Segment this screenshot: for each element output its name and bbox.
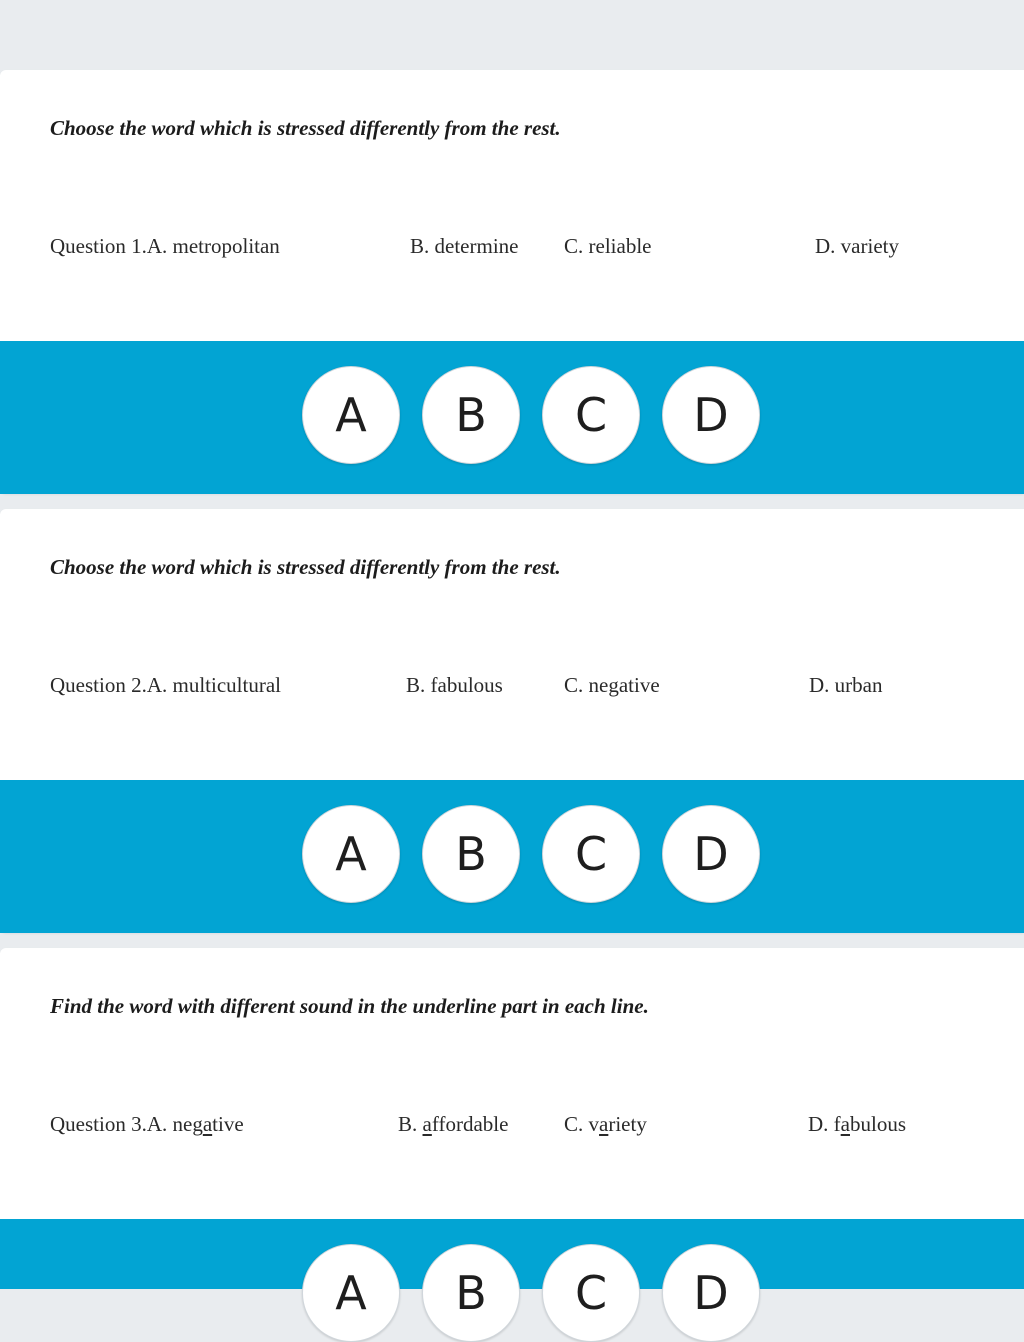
- option-word-b: fabulous: [430, 673, 503, 697]
- underlined-letters: a: [202, 1112, 213, 1136]
- answer-button-c[interactable]: C: [542, 805, 640, 903]
- option-word-d: urban: [834, 673, 883, 697]
- answer-button-d[interactable]: D: [662, 1244, 760, 1342]
- option-letter-d: D.: [815, 234, 836, 258]
- option-d: [815, 234, 899, 259]
- instruction-text: Find the word with different sound in the underline part in each line.: [50, 994, 649, 1018]
- option-word-c: [589, 1112, 647, 1136]
- question-row: [0, 669, 1024, 703]
- option-word-c: negative: [588, 673, 660, 697]
- question-number: Question 3.: [50, 1112, 147, 1136]
- answer-button-d[interactable]: D: [662, 805, 760, 903]
- option-letter-c: C.: [564, 234, 584, 258]
- option-letter-a: A.: [146, 1112, 168, 1136]
- option-word-a: metropolitan: [172, 234, 280, 258]
- option-letter-c: C.: [564, 673, 584, 697]
- answer-button-c[interactable]: C: [542, 366, 640, 464]
- answer-choices: [0, 341, 1024, 494]
- word-part: v: [588, 1112, 600, 1136]
- instruction-text: Choose the word which is stressed differently from the rest.: [50, 555, 561, 579]
- option-c: [564, 1112, 647, 1137]
- option-d: [808, 1112, 906, 1137]
- option-letter-b: B.: [398, 1112, 418, 1136]
- word-part: neg: [172, 1112, 203, 1136]
- option-word-a: multicultural: [172, 673, 281, 697]
- answer-button-a[interactable]: A: [302, 366, 400, 464]
- option-b: [406, 673, 503, 698]
- question-row: [0, 230, 1024, 264]
- option-word-d: [834, 1112, 906, 1136]
- answer-choices: [0, 780, 1024, 933]
- word-part: tive: [212, 1112, 244, 1136]
- underlined-letters: a: [422, 1112, 432, 1136]
- answer-button-a[interactable]: A: [302, 805, 400, 903]
- instruction-text: Choose the word which is stressed differently from the rest.: [50, 116, 561, 140]
- answer-button-b[interactable]: B: [422, 366, 520, 464]
- option-word-b: determine: [434, 234, 519, 258]
- answer-button-b[interactable]: B: [422, 805, 520, 903]
- question-card-1: [0, 70, 1024, 494]
- option-b: [410, 234, 518, 259]
- question-number: Question 2.: [50, 673, 147, 697]
- option-letter-c: C.: [564, 1112, 584, 1136]
- question-label: [50, 234, 280, 259]
- question-number: Question 1.: [50, 234, 147, 258]
- question-row: [0, 1108, 1024, 1142]
- question-card-2: [0, 509, 1024, 933]
- word-part: riety: [608, 1112, 647, 1136]
- option-letter-d: D.: [808, 1112, 829, 1136]
- answer-button-b[interactable]: B: [422, 1244, 520, 1342]
- underlined-letters: a: [599, 1112, 609, 1136]
- option-word-c: reliable: [588, 234, 652, 258]
- option-word-d: variety: [840, 234, 899, 258]
- underlined-letters: a: [840, 1112, 850, 1136]
- option-c: [564, 234, 651, 259]
- option-word-b: [423, 1112, 509, 1136]
- option-letter-d: D.: [809, 673, 830, 697]
- option-word-a: [173, 1112, 244, 1136]
- answer-button-d[interactable]: D: [662, 366, 760, 464]
- option-b: [398, 1112, 508, 1137]
- option-c: [564, 673, 660, 698]
- word-part: f: [833, 1112, 841, 1136]
- answer-choices: [0, 1219, 1024, 1320]
- option-letter-b: B.: [406, 673, 426, 697]
- option-letter-a: A.: [146, 673, 168, 697]
- question-label: [50, 1112, 244, 1137]
- question-label: [50, 673, 281, 698]
- option-letter-a: A.: [146, 234, 168, 258]
- option-d: [809, 673, 883, 698]
- answer-button-a[interactable]: A: [302, 1244, 400, 1342]
- option-letter-b: B.: [410, 234, 430, 258]
- word-part: bulous: [850, 1112, 907, 1136]
- question-card-3: [0, 948, 1024, 1320]
- word-part: ffordable: [431, 1112, 509, 1136]
- answer-button-c[interactable]: C: [542, 1244, 640, 1342]
